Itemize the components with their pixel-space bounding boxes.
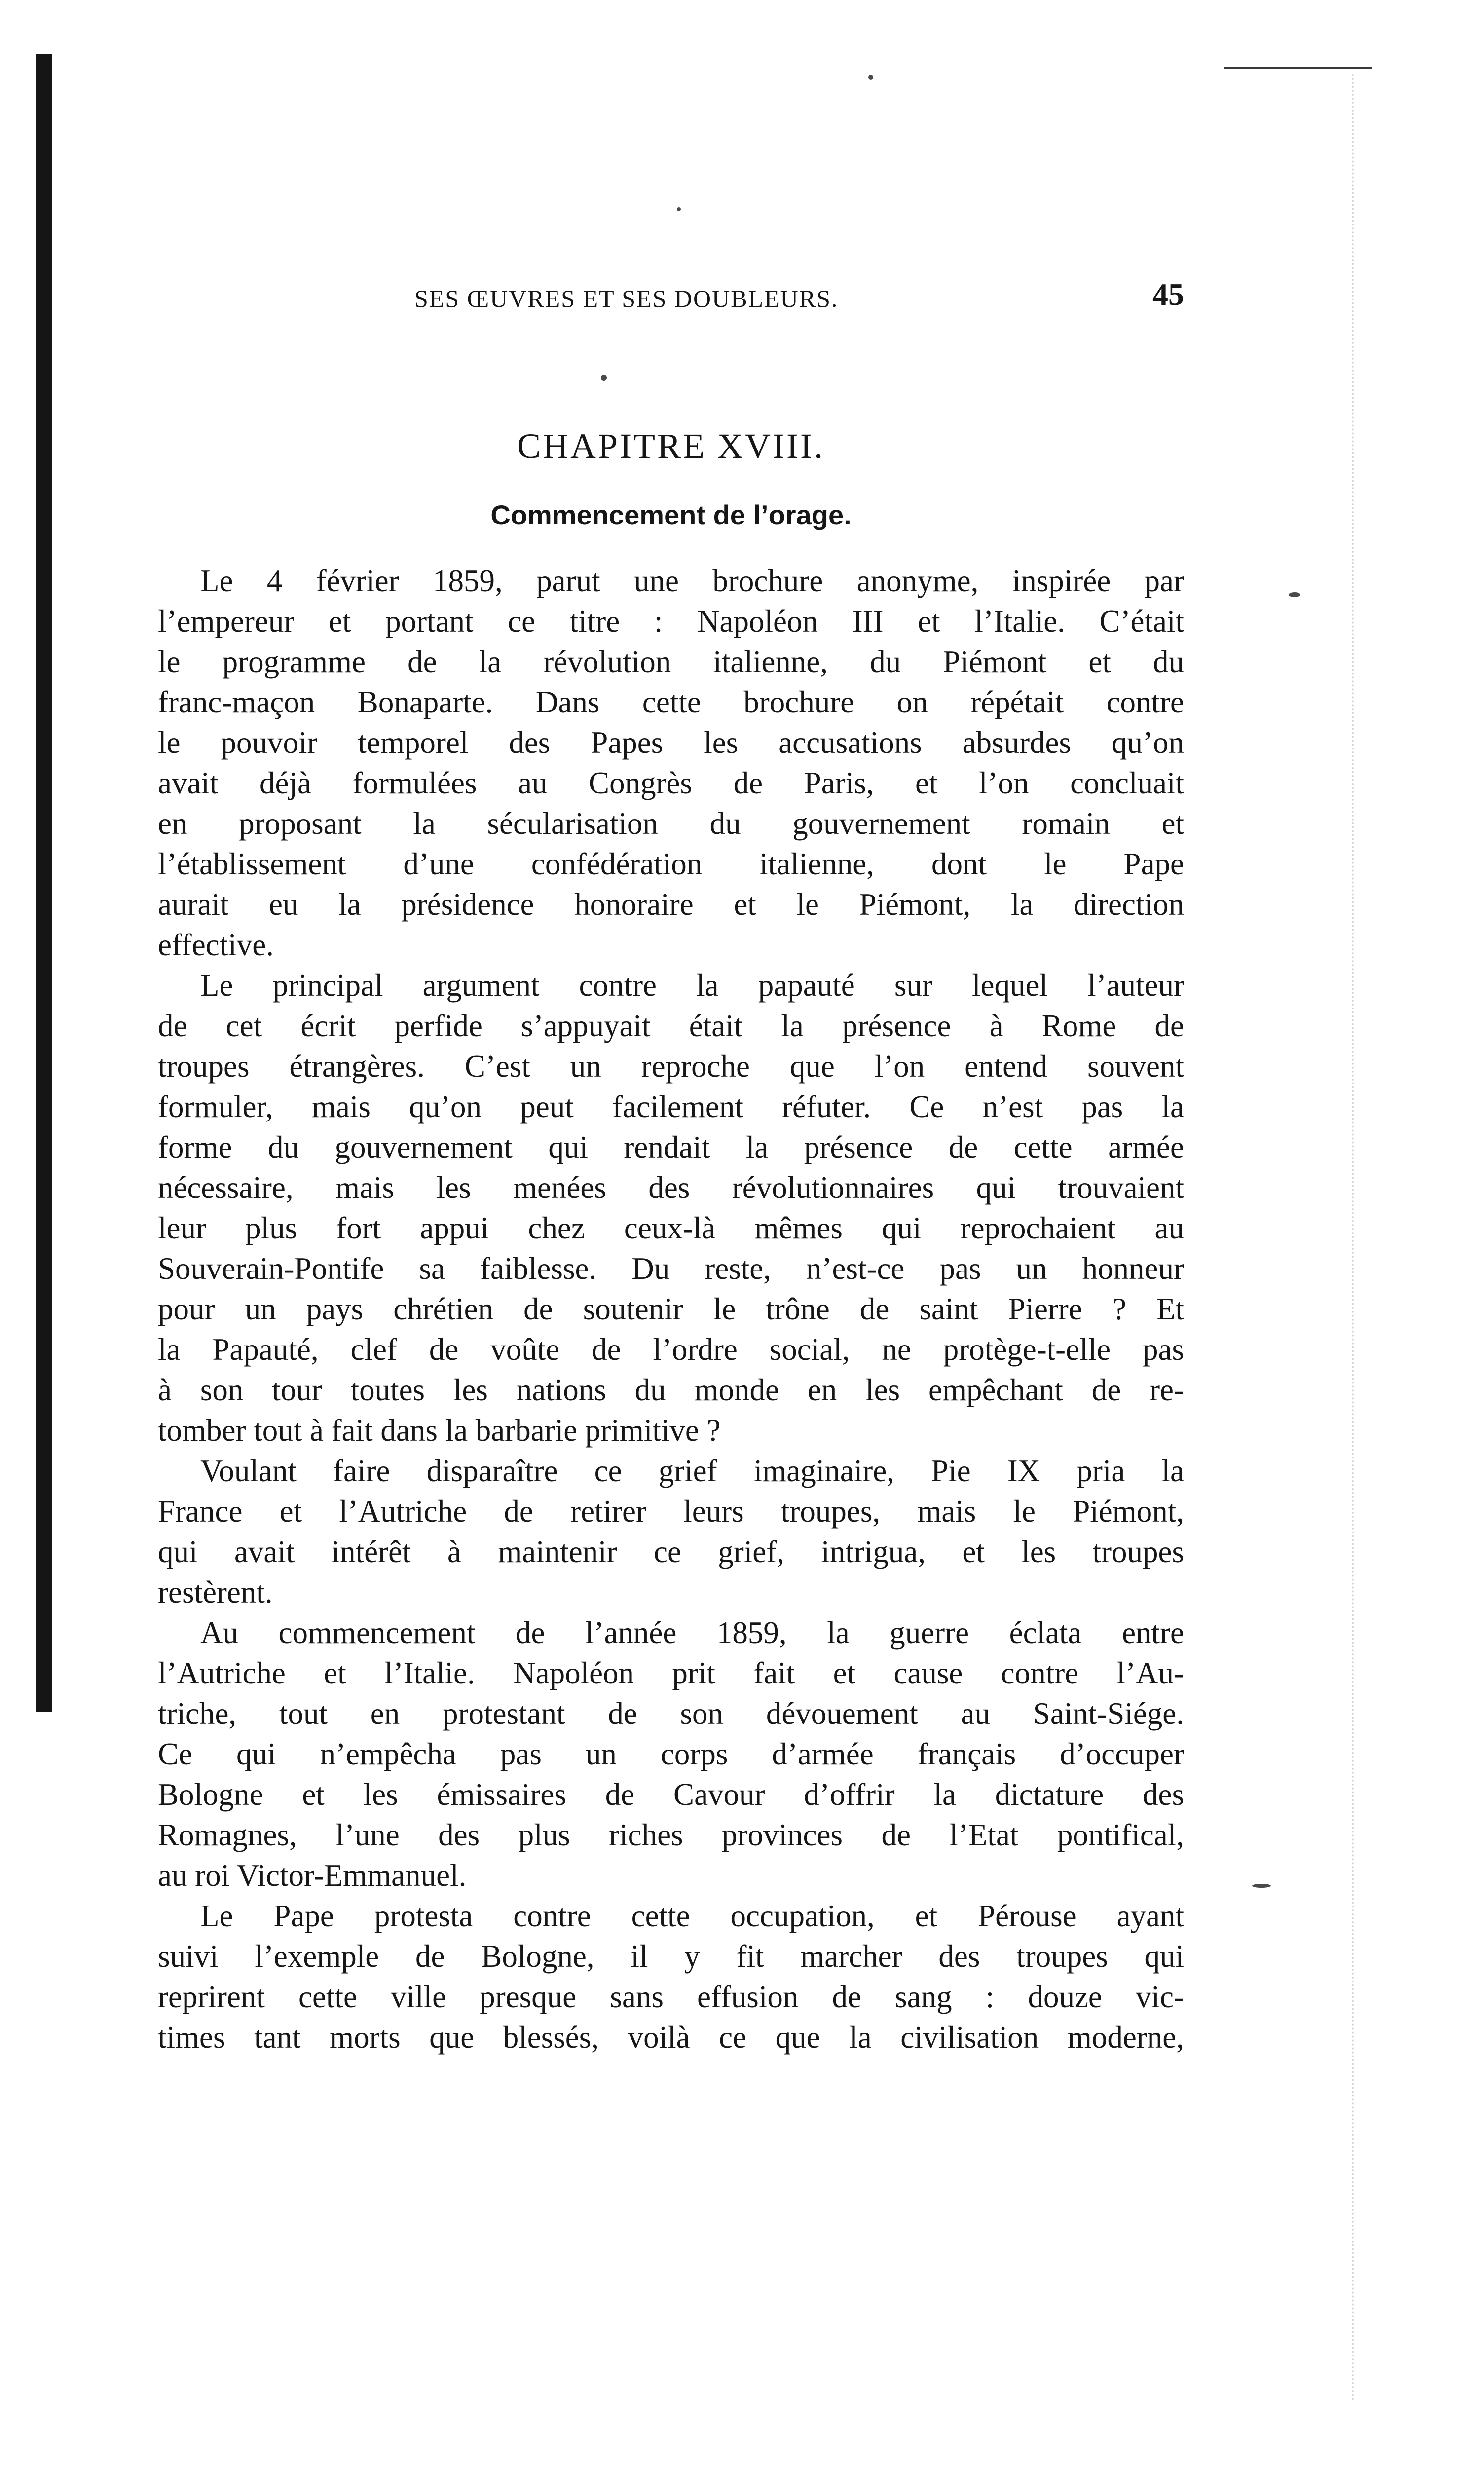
text-line: formuler, mais qu’on peut facilement réfuter. Ce n’est pas la	[158, 1089, 1184, 1124]
text-line: l’Autriche et l’Italie. Napoléon prit fait et cause contre l’Au-	[158, 1656, 1184, 1690]
text-line: le programme de la révolution italienne, du Piémont et du	[158, 644, 1184, 679]
text-line: Au commencement de l’année 1859, la guerre éclata entre	[200, 1615, 1184, 1650]
text-line: Le 4 février 1859, parut une brochure anonyme, inspirée par	[200, 563, 1184, 598]
stray-ink-mark	[677, 207, 681, 211]
book-page	[158, 276, 1184, 2057]
text-line: Bologne et les émissaires de Cavour d’offrir la dictature des	[158, 1777, 1184, 1812]
text-line: times tant morts que blessés, voilà ce que la civilisation moderne,	[158, 2020, 1184, 2055]
text-line: la Papauté, clef de voûte de l’ordre social, ne protège-t-elle pas	[158, 1332, 1184, 1367]
text-line: tomber tout à fait dans la barbarie primitive ?	[158, 1413, 721, 1448]
running-title: SES ŒUVRES ET SES DOUBLEURS.	[414, 285, 839, 312]
text-line: pour un pays chrétien de soutenir le trône de saint Pierre ? Et	[158, 1292, 1184, 1326]
text-line: triche, tout en protestant de son dévouement au Saint-Siége.	[158, 1696, 1184, 1731]
stray-ink-mark	[1289, 592, 1300, 597]
chapter-title: CHAPITRE XVIII.	[517, 426, 825, 466]
text-line: France et l’Autriche de retirer leurs troupes, mais le Piémont,	[158, 1494, 1184, 1529]
text-line: reprirent cette ville presque sans effusion de sang : douze vic-	[158, 1980, 1184, 2014]
text-line: en proposant la sécularisation du gouvernement romain et	[158, 806, 1184, 841]
paragraph	[158, 965, 1184, 1451]
text-line: au roi Victor-Emmanuel.	[158, 1858, 467, 1893]
text-line: Voulant faire disparaître ce grief imaginaire, Pie IX pria la	[200, 1454, 1184, 1488]
text-line: Romagnes, l’une des plus riches provinces de l’Etat pontifical,	[158, 1818, 1184, 1852]
text-line: de cet écrit perfide s’appuyait était la présence à Rome de	[158, 1009, 1184, 1043]
stray-ink-mark	[1252, 1884, 1271, 1888]
text-line: l’établissement d’une confédération italienne, dont le Pape	[158, 847, 1184, 881]
right-scan-speckle	[1352, 74, 1365, 2403]
text-line: forme du gouvernement qui rendait la présence de cette armée	[158, 1130, 1184, 1164]
body-text	[158, 561, 1184, 2057]
text-line: Ce qui n’empêcha pas un corps d’armée français d’occuper	[158, 1737, 1184, 1771]
text-line: leur plus fort appui chez ceux-là mêmes qui reprochaient au	[158, 1211, 1184, 1245]
text-line: qui avait intérêt à maintenir ce grief, intrigua, et les troupes	[158, 1534, 1184, 1569]
top-scan-rule	[1224, 67, 1372, 69]
text-line: l’empereur et portant ce titre : Napoléon III et l’Italie. C’était	[158, 604, 1184, 638]
text-line: Souverain-Pontife sa faiblesse. Du reste, n’est-ce pas un honneur	[158, 1251, 1184, 1286]
binding-edge-bar	[36, 54, 52, 1712]
text-line: le pouvoir temporel des Papes les accusations absurdes qu’on	[158, 725, 1184, 760]
paragraph	[158, 1451, 1184, 1612]
paragraph	[158, 1896, 1184, 2057]
text-line: suivi l’exemple de Bologne, il y fit marcher des troupes qui	[158, 1939, 1184, 1974]
text-line: à son tour toutes les nations du monde en les empêchant de re-	[158, 1373, 1184, 1407]
section-title: Commencement de l’orage.	[490, 499, 852, 530]
running-head	[158, 276, 1184, 321]
text-line: troupes étrangères. C’est un reproche que l’on entend souvent	[158, 1049, 1184, 1084]
text-line: avait déjà formulées au Congrès de Paris, et l’on concluait	[158, 766, 1184, 800]
text-line: franc-maçon Bonaparte. Dans cette brochure on répétait contre	[158, 685, 1184, 719]
stray-ink-mark	[868, 75, 873, 80]
paragraph	[158, 561, 1184, 965]
text-line: nécessaire, mais les menées des révolutionnaires qui trouvaient	[158, 1170, 1184, 1205]
text-line: effective.	[158, 928, 274, 962]
text-line: Le Pape protesta contre cette occupation, et Pérouse ayant	[200, 1899, 1184, 1933]
page-number: 45	[1152, 277, 1184, 312]
paragraph	[158, 1612, 1184, 1896]
text-line: Le principal argument contre la papauté sur lequel l’auteur	[200, 968, 1184, 1003]
text-line: aurait eu la présidence honoraire et le Piémont, la direction	[158, 887, 1184, 922]
text-line: restèrent.	[158, 1575, 273, 1609]
